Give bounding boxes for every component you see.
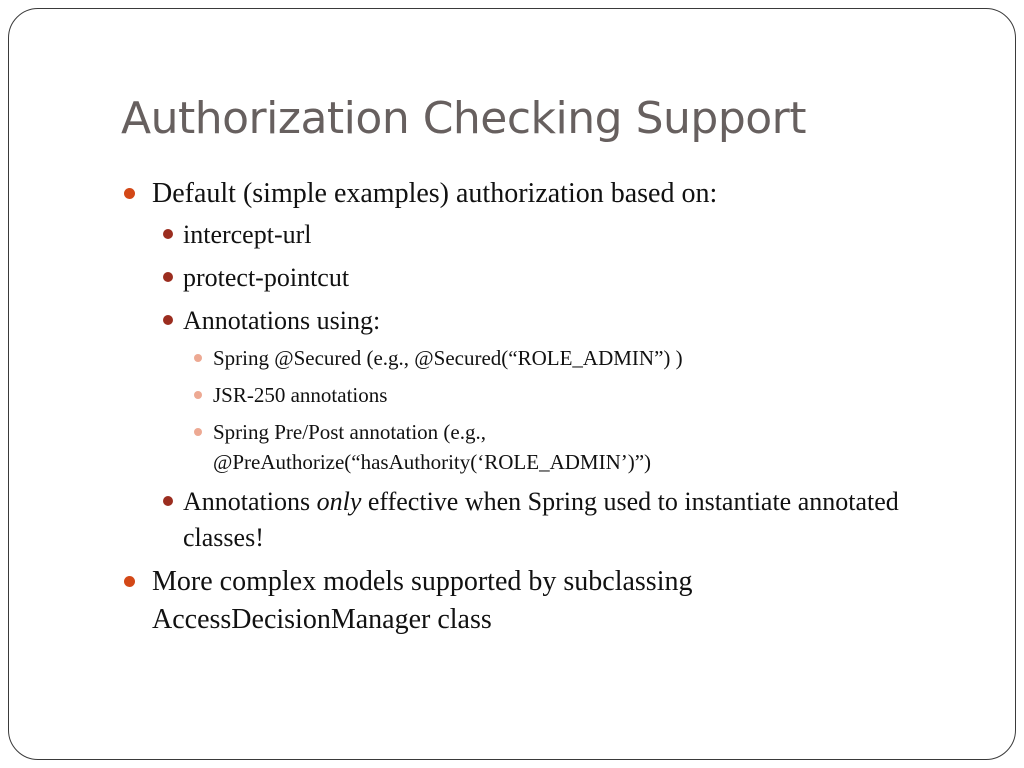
annotation-item-spring-secured (183, 343, 921, 373)
sub-bullet-annotations-using (152, 303, 921, 477)
slide-title: Authorization Checking Support (121, 93, 807, 144)
bullet-dot-icon (124, 576, 135, 587)
bullet-dot-icon (163, 272, 173, 282)
annotation-item-jsr250 (183, 380, 921, 410)
bullet-dot-icon (163, 315, 173, 325)
sub-bullet-text-before: Annotations (183, 487, 317, 516)
slide-frame (8, 8, 1016, 760)
bullet-dot-icon (194, 354, 202, 362)
sub-bullet-intercept-url (152, 217, 921, 253)
bullet-dot-icon (124, 188, 135, 199)
bullet-text: More complex models supported by subclassing AccessDecisionManager class (152, 566, 693, 635)
sub-bullet-text: intercept-url (183, 220, 312, 249)
sub-bullet-text-after: effective when Spring used to instantiate annotated classes! (183, 487, 899, 552)
bullet-dot-icon (163, 496, 173, 506)
bullet-dot-icon (194, 428, 202, 436)
annotation-item-pre-post (183, 417, 921, 477)
bullet-dot-icon (163, 229, 173, 239)
sub-bullet-text: protect-pointcut (183, 263, 350, 292)
annotation-item-text: Spring Pre/Post annotation (e.g., @PreAuthorize(“hasAuthority(‘ROLE_ADMIN’)”) (213, 420, 652, 474)
bullet-text: Default (simple examples) authorization based on: (152, 178, 718, 209)
annotation-list (183, 343, 921, 477)
sub-bullet-list (152, 217, 921, 556)
bullet-complex-models (121, 563, 921, 639)
sub-bullet-annotations-only-effective (152, 484, 921, 556)
sub-bullet-text: Annotations using: (183, 306, 381, 335)
annotation-item-text: JSR-250 annotations (213, 383, 388, 407)
bullet-list (121, 175, 921, 643)
sub-bullet-protect-pointcut (152, 260, 921, 296)
bullet-default-authorization (121, 175, 921, 556)
emphasis-text: only (316, 487, 362, 516)
bullet-dot-icon (194, 391, 202, 399)
annotation-item-text: Spring @Secured (e.g., @Secured(“ROLE_ADMIN”) ) (213, 346, 683, 370)
